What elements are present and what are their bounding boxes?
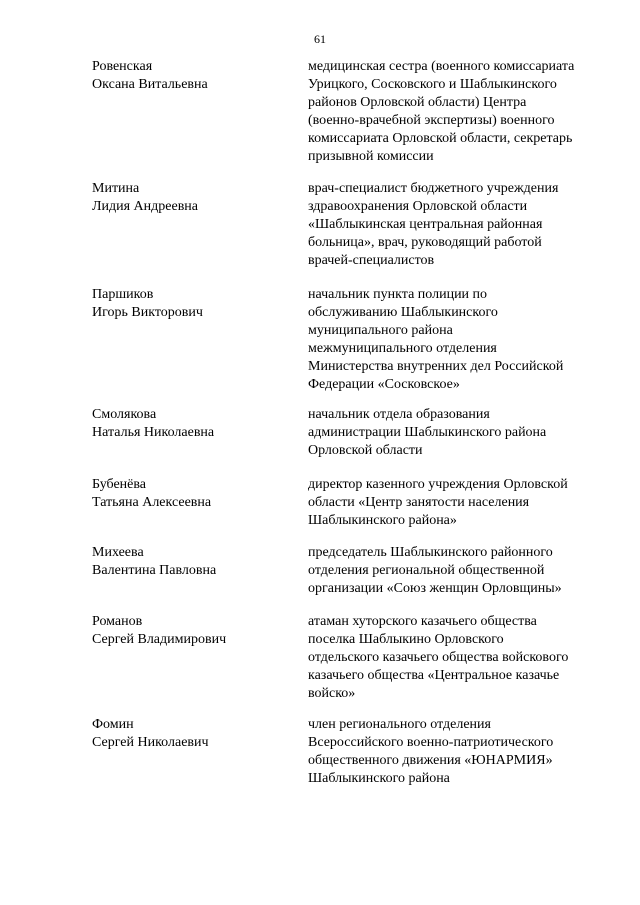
role-line: отделения региональной общественной — [308, 563, 545, 578]
role-line: Урицкого, Сосковского и Шаблыкинского — [308, 77, 557, 92]
member-given-names: Лидия Андреевна — [92, 199, 199, 214]
member-role — [308, 613, 608, 703]
role-line: организации «Союз женщин Орловщины» — [308, 581, 562, 596]
role-line: районов Орловской области) Центра — [308, 95, 527, 110]
member-given-names: Игорь Викторович — [92, 305, 203, 320]
role-line: области «Центр занятости населения — [308, 495, 530, 510]
member-surname: Романов — [92, 614, 143, 629]
role-line: Федерации «Сосковское» — [308, 377, 460, 392]
role-line: «Шаблыкинская центральная районная — [308, 217, 543, 232]
role-line: администрации Шаблыкинского района — [308, 425, 547, 440]
role-line: обслуживанию Шаблыкинского — [308, 305, 498, 320]
role-line: председатель Шаблыкинского районного — [308, 545, 553, 560]
member-role — [308, 180, 608, 270]
role-line: призывной комиссии — [308, 149, 434, 164]
member-role — [308, 286, 608, 394]
member-surname: Фомин — [92, 717, 134, 732]
member-name — [92, 58, 292, 94]
member-given-names: Оксана Витальевна — [92, 77, 208, 92]
member-surname: Бубенёва — [92, 477, 147, 492]
member-name — [92, 544, 292, 580]
role-line: начальник отдела образования — [308, 407, 490, 422]
role-line: казачьего общества «Центральное казачье — [308, 668, 560, 683]
member-given-names: Сергей Николаевич — [92, 735, 209, 750]
role-line: Орловской области — [308, 443, 423, 458]
member-role — [308, 406, 608, 460]
member-given-names: Валентина Павловна — [92, 563, 217, 578]
role-line: отдельского казачьего общества войскового — [308, 650, 569, 665]
role-line: войско» — [308, 686, 356, 701]
role-line: начальник пункта полиции по — [308, 287, 488, 302]
member-name — [92, 180, 292, 216]
role-line: атаман хуторского казачьего общества — [308, 614, 537, 629]
member-surname: Смолякова — [92, 407, 157, 422]
member-surname: Паршиков — [92, 287, 154, 302]
role-line: (военно-врачебной экспертизы) военного — [308, 113, 555, 128]
role-line: врач-специалист бюджетного учреждения — [308, 181, 559, 196]
member-surname: Михеева — [92, 545, 144, 560]
member-name — [92, 476, 292, 512]
role-line: здравоохранения Орловской области — [308, 199, 528, 214]
member-role — [308, 716, 608, 788]
role-line: поселка Шаблыкино Орловского — [308, 632, 504, 647]
role-line: общественного движения «ЮНАРМИЯ» — [308, 753, 553, 768]
member-role — [308, 476, 608, 530]
role-line: член регионального отделения — [308, 717, 491, 732]
member-name — [92, 613, 292, 649]
member-surname: Ровенская — [92, 59, 153, 74]
role-line: Министерства внутренних дел Российской — [308, 359, 564, 374]
role-line: врачей-специалистов — [308, 253, 435, 268]
role-line: муниципального района — [308, 323, 453, 338]
role-line: директор казенного учреждения Орловской — [308, 477, 568, 492]
member-given-names: Татьяна Алексеевна — [92, 495, 212, 510]
member-name — [92, 716, 292, 752]
role-line: комиссариата Орловской области, секретарь — [308, 131, 573, 146]
role-line: медицинская сестра (военного комиссариата — [308, 59, 575, 74]
member-given-names: Наталья Николаевна — [92, 425, 215, 440]
member-role — [308, 58, 608, 166]
role-line: Всероссийского военно-патриотического — [308, 735, 554, 750]
member-name — [92, 406, 292, 442]
member-given-names: Сергей Владимирович — [92, 632, 227, 647]
member-surname: Митина — [92, 181, 140, 196]
member-name — [92, 286, 292, 322]
role-line: больница», врач, руководящий работой — [308, 235, 542, 250]
role-line: Шаблыкинского района» — [308, 513, 457, 528]
page-number: 61 — [314, 32, 326, 46]
role-line: межмуниципального отделения — [308, 341, 497, 356]
member-role — [308, 544, 608, 598]
role-line: Шаблыкинского района — [308, 771, 450, 786]
